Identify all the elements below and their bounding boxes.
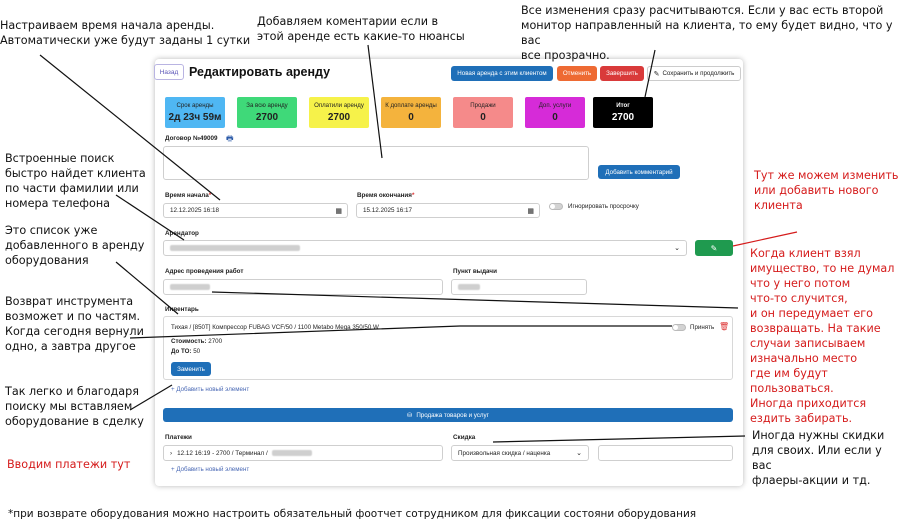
comment-textarea[interactable] [163, 146, 589, 180]
pickup-label: Пункт выдачи [453, 268, 497, 275]
stat-label: Продажи [470, 102, 496, 109]
renter-name-blurred [170, 245, 300, 251]
discount-amount-input[interactable] [598, 445, 733, 461]
inventory-item-name: Тихая / [850T] Компрессор FUBAG VCF/50 / 1100 Metabo Mega 350/50 W [171, 324, 379, 331]
accept-return-toggle[interactable] [672, 324, 686, 331]
replace-button[interactable]: Заменить [171, 362, 211, 376]
end-time-input[interactable] [356, 203, 540, 218]
end-time-label: Время окончания* [357, 192, 415, 199]
pickup-select[interactable] [451, 279, 587, 295]
to-value: 50 [193, 348, 201, 355]
work-address-input[interactable] [163, 279, 443, 295]
chevron-down-icon: ⌄ [576, 450, 582, 457]
stat-value: 2д 23ч 59м [168, 112, 222, 123]
add-payment-label: Добавить новый элемент [176, 466, 250, 473]
stat-label: Срок аренды [176, 102, 214, 109]
stat-label: Итог [616, 102, 630, 109]
ignore-overdue-label: Игнорировать просрочку [568, 203, 639, 210]
stat-value: 0 [480, 112, 486, 123]
chevron-down-icon: ⌄ [674, 245, 680, 252]
annotation-comments: Добавляем коментарии если в этой аренде есть какие-то нюансы [257, 15, 465, 43]
edit-icon: ✎ [710, 243, 718, 253]
renter-select[interactable] [163, 240, 687, 256]
plus-icon: + [171, 466, 177, 473]
discount-label: Скидка [453, 434, 476, 441]
stat-value: 2700 [611, 112, 635, 123]
new-rental-button[interactable]: Новая аренда с этим клиентом [451, 66, 553, 81]
cost-label: Стоимость: [171, 338, 207, 345]
chevron-right-icon: › [170, 449, 173, 457]
add-item-link[interactable] [171, 386, 249, 393]
item-cost [171, 338, 222, 345]
payment-row[interactable] [163, 445, 443, 461]
pickup-blurred [458, 284, 480, 290]
stat-extra-services [525, 97, 585, 128]
work-address-label: Адрес проведения работ [165, 268, 244, 275]
stat-label: К доплате аренды [385, 102, 437, 109]
address-blurred [170, 284, 210, 290]
stat-label: За всю аренду [246, 102, 288, 109]
end-time-label-text: Время окончания [357, 192, 412, 199]
annotation-client: Тут же можем изменить или добавить нового клиента [754, 169, 899, 212]
plus-icon: + [171, 386, 177, 393]
calendar-icon[interactable]: ▦ [527, 207, 534, 215]
stat-total [593, 97, 653, 128]
annotation-insert: Так легко и благодаря поиску мы вставляем оборудование в сделку [5, 385, 144, 428]
page-title: Редактировать аренду [189, 65, 331, 79]
start-time-label-text: Время начала [165, 192, 209, 199]
sales-button[interactable] [163, 408, 733, 422]
start-time-input[interactable] [163, 203, 348, 218]
print-icon[interactable]: 🖶 [226, 134, 234, 143]
annotation-equipment-list: Это список уже добавленного в аренду оборудования [5, 224, 145, 267]
add-payment-link[interactable] [171, 466, 249, 473]
stat-to-pay [381, 97, 441, 128]
inventory-label: Инвентарь [165, 306, 199, 313]
start-time-value: 12.12.2025 16:18 [170, 207, 220, 214]
cancel-button[interactable]: Отменить [557, 66, 597, 81]
stat-paid [309, 97, 369, 128]
calendar-icon[interactable]: ▦ [335, 207, 342, 215]
trash-icon[interactable]: 🗑 [719, 322, 730, 331]
item-to [171, 348, 200, 355]
stat-label: Оплатили аренду [314, 102, 364, 109]
start-time-label: Время начала* [165, 192, 212, 199]
edit-client-button[interactable] [695, 240, 733, 256]
renter-label: Арендатор [165, 230, 199, 237]
add-comment-button[interactable]: Добавить комментарий [598, 165, 680, 179]
payment-row-text: 12.12 16:19 - 2700 / Терминал / [177, 449, 268, 457]
annotation-discount: Иногда нужны скидки для своих. Или если у вас флаеры-акции и тд. [752, 429, 885, 487]
end-time-value: 15.12.2025 16:17 [363, 207, 413, 214]
save-continue-button[interactable] [647, 66, 741, 81]
sales-button-label: Продажа товаров и услуг [416, 411, 489, 419]
annotation-start-time: Настраиваем время начала аренды. Автоматически уже будут заданы 1 сутки [0, 19, 251, 47]
to-label: До ТО: [171, 348, 192, 355]
cart-icon: ⛁ [407, 411, 413, 419]
contract-number: Договор №49009 [165, 135, 218, 142]
stat-value: 2700 [327, 112, 351, 123]
add-item-label: Добавить новый элемент [176, 386, 250, 393]
payment-name-blurred [272, 450, 312, 456]
annotation-address: Когда клиент взял имущество, то не думал что у него потом что-то случится, и он передумает его возвращать. На такие случаи записываем изначально место где им будут пользоваться. Иногда приходится ездить забирать. [750, 247, 895, 425]
annotation-search: Встроенные поиск быстро найдет клиента по части фамилии или номера телефона [5, 152, 146, 210]
discount-select[interactable] [451, 445, 589, 461]
discount-select-value: Произвольная скидка / наценка [458, 449, 551, 457]
annotation-return: Возврат инструмента возможет и по частям. Когда сегодня вернули одно, а завтра другое [5, 295, 144, 353]
stat-rental-term [165, 97, 225, 128]
cost-value: 2700 [208, 338, 223, 345]
annotation-monitor: Все изменения сразу расчитываются. Если у вас есть второй монитор направленный на клиента, то ему будет видно, что у вас все прозрачно. [521, 4, 893, 62]
finish-button[interactable]: Завершить [600, 66, 644, 81]
payments-label: Платежи [165, 434, 192, 441]
stat-label: Доп. услуги [538, 102, 572, 109]
annotation-payments: Вводим платежи тут [7, 458, 131, 471]
stat-value: 0 [552, 112, 558, 123]
footnote: *при возврате оборудования можно настроить обязательный фоотчет сотрудником для фиксации состояни оборудования [8, 508, 697, 520]
stat-value: 0 [408, 112, 414, 123]
accept-return-label: Принять [690, 324, 715, 331]
stat-sales [453, 97, 513, 128]
stat-value: 2700 [255, 112, 279, 123]
back-button[interactable]: Назад [154, 64, 184, 80]
save-continue-label: Сохранить и продолжить [662, 70, 735, 77]
pencil-icon: ✎ [653, 70, 660, 78]
ignore-overdue-toggle[interactable] [549, 203, 563, 210]
stat-total-rental [237, 97, 297, 128]
